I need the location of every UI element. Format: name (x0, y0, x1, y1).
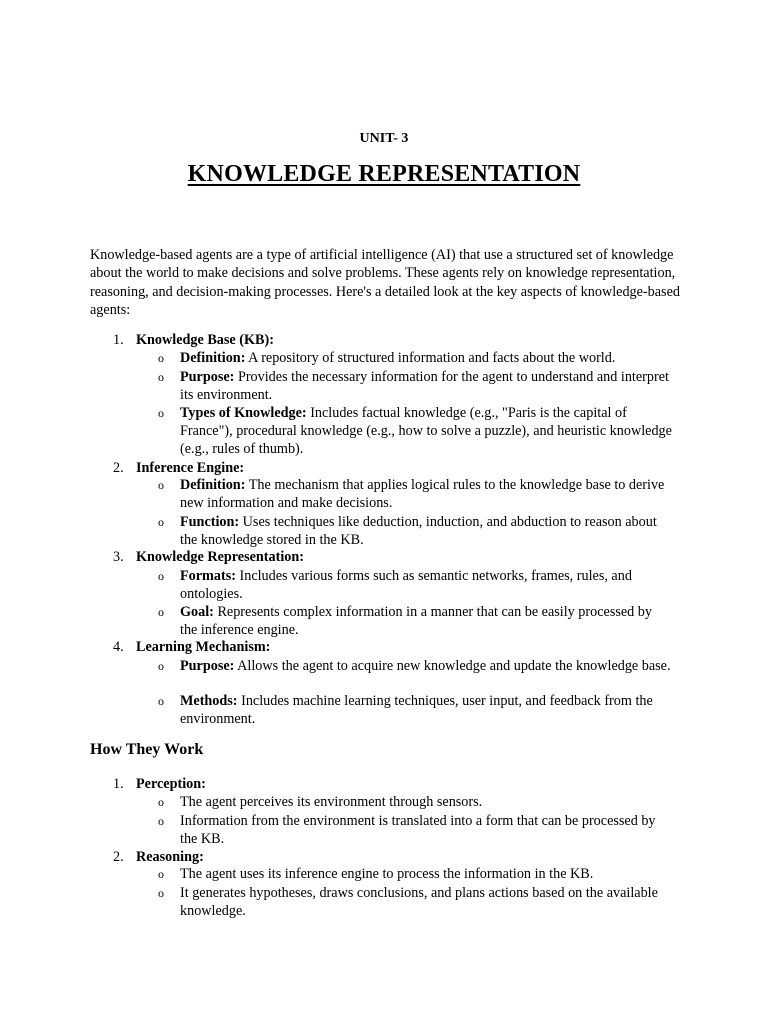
aspect-sub-item (158, 476, 672, 512)
aspect-heading: Knowledge Base (KB): (136, 332, 274, 348)
step-number: 1. (113, 776, 124, 792)
how-they-work-heading: How They Work (90, 741, 204, 758)
bullet-icon: o (158, 569, 164, 583)
aspect-sub-item-label: Methods: (180, 693, 238, 709)
aspect-number: 3. (113, 549, 124, 565)
aspect-sub-item (158, 657, 672, 675)
bullet-icon: o (158, 795, 164, 809)
page-title: KNOWLEDGE REPRESENTATION (187, 161, 581, 187)
aspect-heading: Inference Engine: (136, 460, 245, 476)
aspect-sub-item (158, 567, 672, 603)
aspect-sub-item (158, 603, 672, 639)
unit-label: UNIT- 3 (359, 131, 409, 146)
aspect-number: 1. (113, 332, 124, 348)
step-sub-item-text: It generates hypotheses, draws conclusions, and plans actions based on the available knowledge. (180, 885, 658, 919)
aspect-sub-item-text: Uses techniques like deduction, induction, and abduction to reason about the knowledge stored in the KB. (180, 514, 657, 548)
aspect-sub-item-text: A repository of structured information and facts about the world. (245, 350, 616, 366)
bullet-icon: o (158, 478, 164, 492)
aspect-sub-item (158, 513, 672, 549)
aspect-sub-item-label: Definition: (180, 477, 246, 493)
step-sub-item (158, 793, 672, 811)
aspect-sub-item-text: Allows the agent to acquire new knowledge and update the knowledge base. (234, 658, 671, 674)
aspect-number: 4. (113, 639, 124, 655)
aspect-sub-item-text: Represents complex information in a manner that can be easily processed by the inference engine. (180, 604, 652, 638)
step-sub-item-text: The agent uses its inference engine to process the information in the KB. (180, 866, 594, 882)
step-sub-item-text: Information from the environment is translated into a form that can be processed by the KB. (180, 813, 656, 847)
aspect-sub-item-label: Formats: (180, 568, 236, 584)
aspect-sub-item-label: Function: (180, 514, 240, 530)
aspect-sub-item-label: Types of Knowledge: (180, 405, 307, 421)
bullet-icon: o (158, 605, 164, 619)
intro-paragraph: Knowledge-based agents are a type of artificial intelligence (AI) that use a structured set of knowledge about the world to make decisions and solve problems. These agents rely on knowledge representation, reasoning, and decision-making processes. Here's a detailed look at the key aspects of knowledge-based agents: (90, 247, 680, 318)
step-sub-item-text: The agent perceives its environment through sensors. (180, 794, 483, 810)
aspect-sub-item-text: Includes factual knowledge (e.g., "Paris is the capital of France"), procedural knowledge (e.g., how to solve a puzzle), and heuristic knowledge (e.g., rules of thumb). (180, 405, 672, 457)
aspect-sub-item (158, 692, 672, 728)
aspect-number: 2. (113, 460, 124, 476)
step-heading: Perception: (136, 776, 206, 792)
aspect-sub-item-label: Goal: (180, 604, 214, 620)
step-heading: Reasoning: (136, 849, 204, 865)
aspect-sub-item-label: Purpose: (180, 369, 235, 385)
aspect-heading: Learning Mechanism: (136, 639, 271, 655)
aspect-sub-item-label: Definition: (180, 350, 246, 366)
aspect-heading: Knowledge Representation: (136, 549, 305, 565)
bullet-icon: o (158, 406, 164, 420)
aspect-sub-item-label: Purpose: (180, 658, 235, 674)
bullet-icon: o (158, 694, 164, 708)
aspect-sub-item-text: The mechanism that applies logical rules to the knowledge base to derive new information and make decisions. (180, 477, 665, 511)
bullet-icon: o (158, 370, 164, 384)
aspect-sub-item (158, 368, 672, 404)
step-number: 2. (113, 849, 124, 865)
aspect-sub-item-text: Includes machine learning techniques, user input, and feedback from the environment. (180, 693, 653, 727)
step-sub-item (158, 812, 672, 848)
aspect-sub-item-text: Provides the necessary information for the agent to understand and interpret its environment. (180, 369, 669, 403)
bullet-icon: o (158, 886, 164, 900)
bullet-icon: o (158, 659, 164, 673)
bullet-icon: o (158, 814, 164, 828)
aspect-sub-item-text: Includes various forms such as semantic networks, frames, rules, and ontologies. (180, 568, 632, 602)
bullet-icon: o (158, 351, 164, 365)
bullet-icon: o (158, 515, 164, 529)
aspect-sub-item (158, 349, 672, 367)
bullet-icon: o (158, 867, 164, 881)
aspect-sub-item (158, 404, 672, 458)
step-sub-item (158, 865, 672, 883)
step-sub-item (158, 884, 672, 920)
